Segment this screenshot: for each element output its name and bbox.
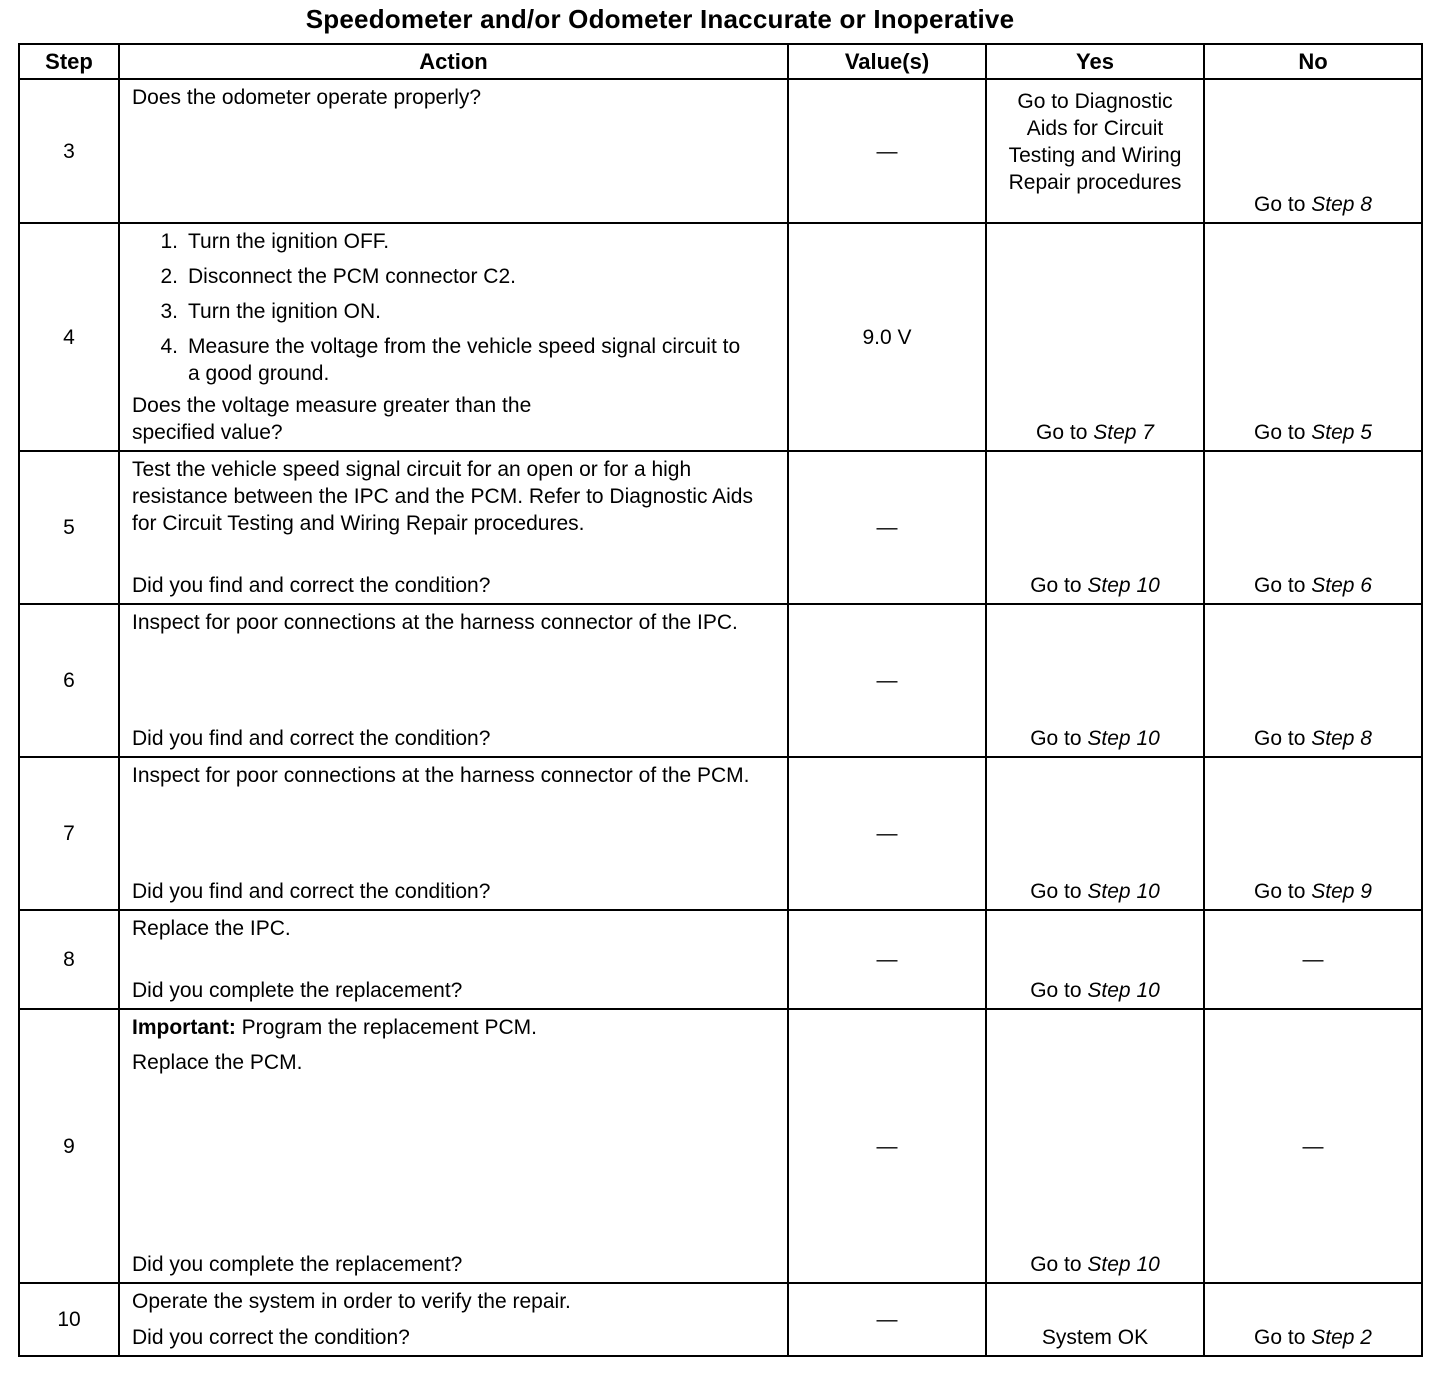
value-cell: — [788, 79, 986, 223]
list-item: 2. Disconnect the PCM connector C2. [160, 265, 516, 288]
no-cell [1204, 757, 1422, 910]
table-header-row [19, 44, 1422, 79]
yes-result: System OK [1041, 1326, 1149, 1349]
action-question: Did you complete the replacement? [132, 1253, 463, 1276]
action-question: Did you complete the replacement? [132, 979, 463, 1002]
header-action: Action [119, 44, 788, 79]
header-yes: Yes [986, 44, 1204, 79]
no-cell [1204, 223, 1422, 451]
value-cell: — [788, 604, 986, 757]
value-cell: — [788, 451, 986, 604]
no-result: Go to Step 2 [1254, 1326, 1372, 1349]
step-number: 8 [19, 910, 119, 1009]
step-link: Step 7 [1093, 421, 1154, 444]
no-result: Go to Step 9 [1254, 880, 1372, 903]
yes-cell [986, 79, 1204, 223]
no-result [1205, 191, 1421, 218]
table-row [19, 604, 1422, 757]
table-row [19, 79, 1422, 223]
step-link: Step 9 [1311, 880, 1372, 903]
table-row [19, 451, 1422, 604]
step-link: Step 5 [1311, 421, 1372, 444]
step-number: 7 [19, 757, 119, 910]
yes-cell [986, 451, 1204, 604]
yes-result: Go to Step 10 [1030, 727, 1160, 750]
no-result: Go to Step 5 [1254, 421, 1372, 444]
action-question: Did you find and correct the condition? [132, 727, 491, 750]
yes-result: Go to Step 10 [1030, 979, 1160, 1002]
no-cell: — [1204, 910, 1422, 1009]
step-link: Step 10 [1087, 880, 1160, 903]
step-link: Step 10 [1087, 574, 1160, 597]
action-cell [119, 1283, 788, 1356]
action-question: Does the odometer operate properly? [132, 86, 482, 109]
step-link: Step 10 [1087, 1253, 1160, 1276]
step-link: Step 8 [1311, 727, 1372, 750]
document-title: Speedometer and/or Odometer Inaccurate or Inoperative [305, 4, 1015, 34]
action-text: Inspect for poor connections at the harness connector of the IPC. [132, 611, 738, 634]
value-cell: — [788, 757, 986, 910]
header-values: Value(s) [788, 44, 986, 79]
important-label: Important: [132, 1016, 236, 1039]
action-text: Operate the system in order to verify the repair. [132, 1290, 571, 1313]
step-link: Step 10 [1087, 727, 1160, 750]
action-question: Did you find and correct the condition? [132, 880, 491, 903]
action-cell [119, 223, 788, 451]
step-number: 5 [19, 451, 119, 604]
yes-cell [986, 1009, 1204, 1283]
table-row [19, 1283, 1422, 1356]
yes-result: Go to Step 7 [1036, 421, 1154, 444]
step-number: 10 [19, 1283, 119, 1356]
no-cell [1204, 451, 1422, 604]
value-cell: — [788, 910, 986, 1009]
value-cell: — [788, 1283, 986, 1356]
step-link: Step 10 [1087, 979, 1160, 1002]
list-item: 3. Turn the ignition ON. [160, 300, 381, 323]
action-text: Replace the IPC. [132, 917, 291, 940]
action-cell [119, 604, 788, 757]
important-note: Important: Program the replacement PCM. [132, 1016, 537, 1039]
step-number: 9 [19, 1009, 119, 1283]
action-cell [119, 757, 788, 910]
action-cell [119, 910, 788, 1009]
step-link: Step 8 [1311, 193, 1372, 216]
yes-result: Go to Step 10 [1030, 880, 1160, 903]
yes-result: Go to Diagnostic Aids for Circuit Testing and Wiring Repair procedures [1008, 90, 1182, 194]
no-cell [1204, 1283, 1422, 1356]
table-row [19, 223, 1422, 451]
table-row [19, 757, 1422, 910]
list-item: 4. Measure the voltage from the vehicle speed signal circuit to a good ground. [160, 335, 741, 385]
no-cell [1204, 79, 1422, 223]
no-result: Go to Step 8 [1254, 727, 1372, 750]
action-text: Test the vehicle speed signal circuit for an open or for a high resistance between the IPC and the PCM. Refer to Diagnostic Aids for Circuit Testing and Wiring Repair procedures. [132, 458, 753, 535]
step-link: Step 2 [1311, 1326, 1372, 1349]
no-cell [1204, 604, 1422, 757]
yes-cell [986, 223, 1204, 451]
table-row [19, 1009, 1422, 1283]
action-question: Does the voltage measure greater than the specified value? [132, 394, 532, 444]
action-list [132, 228, 781, 387]
go-to-label: Go to [1254, 193, 1306, 216]
list-item: 1. Turn the ignition OFF. [160, 230, 390, 253]
yes-cell [986, 604, 1204, 757]
step-number: 6 [19, 604, 119, 757]
action-question: Did you correct the condition? [132, 1326, 410, 1349]
step-link: Step 6 [1311, 574, 1372, 597]
action-cell [119, 451, 788, 604]
action-cell [119, 79, 788, 223]
table-row [19, 910, 1422, 1009]
yes-result: Go to Step 10 [1030, 574, 1160, 597]
yes-cell [986, 910, 1204, 1009]
step-number: 4 [19, 223, 119, 451]
action-text: Replace the PCM. [132, 1051, 303, 1074]
value-cell: — [788, 1009, 986, 1283]
no-result: Go to Step 6 [1254, 574, 1372, 597]
value-cell: 9.0 V [788, 223, 986, 451]
action-cell [119, 1009, 788, 1283]
step-number: 3 [19, 79, 119, 223]
header-step: Step [19, 44, 119, 79]
header-no: No [1204, 44, 1422, 79]
action-question: Did you find and correct the condition? [132, 574, 491, 597]
no-cell: — [1204, 1009, 1422, 1283]
yes-cell [986, 757, 1204, 910]
yes-cell [986, 1283, 1204, 1356]
yes-result: Go to Step 10 [1030, 1253, 1160, 1276]
action-text: Inspect for poor connections at the harness connector of the PCM. [132, 764, 750, 787]
diagnostic-table [18, 43, 1423, 1357]
